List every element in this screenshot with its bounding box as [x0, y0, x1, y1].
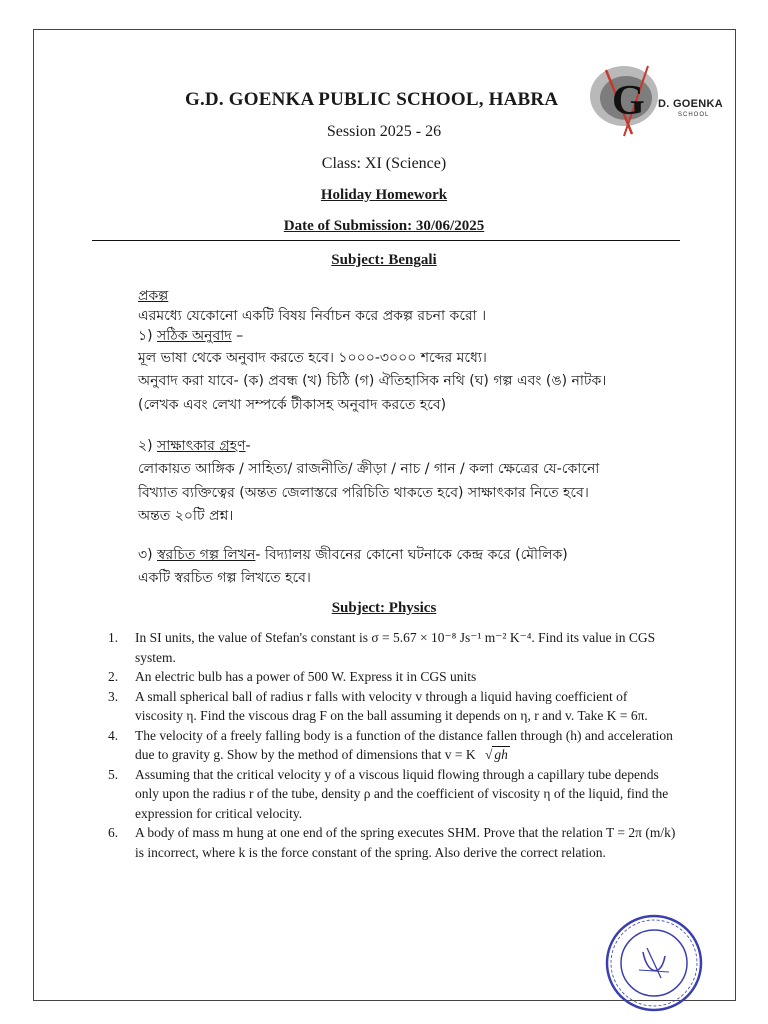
bengali-item3-title-line — [138, 545, 568, 566]
question-text: The velocity of a freely falling body is a function of the distance fallen through (h) and acceleration due to gravity g. Show by the method of dimensions that v = K — [135, 727, 673, 762]
bengali-intro: এরমধ্যে যেকোনো একটি বিষয় নির্বাচন করে প্রকল্প রচনা করো । — [138, 308, 487, 324]
list-item — [108, 823, 678, 862]
school-stamp — [603, 912, 705, 1014]
list-item — [108, 765, 678, 824]
question-text: An electric bulb has a power of 500 W. Express it in CGS units — [135, 669, 477, 684]
bengali-item1-suffix: – — [231, 328, 244, 344]
bengali-item2-line2: বিখ্যাত ব্যক্তিত্বের (অন্তত জেলাস্তরে পরিচিতি থাকতে হবে) সাক্ষাৎকার নিতে হবে। — [138, 485, 589, 501]
bengali-item3-num: ৩) — [138, 547, 153, 563]
list-item — [108, 667, 678, 687]
bengali-item1-num: ১) — [138, 328, 153, 344]
list-item — [108, 687, 678, 726]
bengali-item1-line2: অনুবাদ করা যাবে- (ক) প্রবন্ধ (খ) চিঠি (গ) ঐতিহাসিক নথি (ঘ) গল্প এবং (ঙ) নাটক। — [138, 373, 607, 389]
question-number: 5. — [108, 766, 119, 782]
bengali-item3-rest: - বিদ্যালয় জীবনের কোনো ঘটনাকে কেন্দ্র করে (মৌলিক) — [255, 547, 568, 563]
subject-bengali-heading: Subject: Bengali — [331, 252, 437, 268]
bengali-item2-num: ২) — [138, 438, 153, 454]
bengali-item1-title: সঠিক অনুবাদ — [157, 328, 232, 344]
question-text: In SI units, the value of Stefan's constant is σ = 5.67 × 10⁻⁸ Js⁻¹ m⁻² K⁻⁴. Find its value in CGS system. — [135, 630, 656, 665]
sqrt-radicand: gh — [494, 747, 508, 762]
subject-physics-heading: Subject: Physics — [331, 600, 437, 616]
bengali-item1-title-line — [138, 326, 243, 347]
bengali-item2-line1: লোকায়ত আঙ্গিক / সাহিত্য/ রাজনীতি/ ক্রীড়া / নাচ / গান / কলা ক্ষেত্রের যে-কোনো — [138, 461, 600, 477]
list-item — [108, 726, 678, 765]
list-item — [108, 628, 678, 667]
question-text: A small spherical ball of radius r falls with velocity v through a liquid having coefficient of viscosity η. Find the viscous drag F on the ball assuming it depends on η, r and v. Take K = 6π. — [135, 688, 648, 723]
question-text: Assuming that the critical velocity y of a viscous liquid flowing through a capillary tube depends only upon the radius r of the tube, density ρ and the coefficient of viscosity η of the liquid, find the expression for critical velocity. — [135, 766, 669, 821]
school-name: G.D. GOENKA PUBLIC SCHOOL, HABRA — [185, 89, 559, 110]
stamp-seal-icon — [603, 912, 705, 1014]
bengali-item2-title: সাক্ষাৎকার গ্রহণ — [157, 438, 246, 454]
question-number: 2. — [108, 669, 119, 684]
bengali-item3-line2: একটি স্বরচিত গল্প লিখতে হবে। — [138, 570, 311, 586]
bengali-project-heading: প্রকল্প — [138, 288, 169, 304]
session-line: Session 2025 - 26 — [326, 123, 442, 140]
logo-text: D. GOENKA — [658, 98, 724, 110]
question-number: 4. — [108, 727, 119, 743]
class-line: Class: XI (Science) — [321, 155, 447, 172]
question-number: 6. — [108, 825, 119, 840]
submission-date: Date of Submission: 30/06/2025 — [283, 218, 485, 234]
document-title: Holiday Homework — [320, 187, 448, 203]
question-number: 1. — [108, 630, 119, 645]
logo-subtext: SCHOOL — [678, 112, 710, 118]
bengali-item1-line3: (লেখক এবং লেখা সম্পর্কে টীকাসহ অনুবাদ করতে হবে) — [138, 397, 447, 413]
question-number: 3. — [108, 688, 119, 704]
bengali-item1-line1: মূল ভাষা থেকে অনুবাদ করতে হবে। ১০০০-৩০০০ শব্দের মধ্যে। — [138, 350, 487, 366]
header-divider — [92, 240, 680, 241]
bengali-item2-suffix: - — [245, 438, 251, 454]
question-text: A body of mass m hung at one end of the spring executes SHM. Prove that the relation T = 2π (m/k) is incorrect, where k is the force constant of the spring. Also derive the correct relation. — [135, 825, 676, 860]
bengali-item3-title: স্বরচিত গল্প লিখন — [157, 547, 256, 563]
sqrt-formula: √ gh — [484, 747, 508, 762]
bengali-item2-line3: অন্তত ২০টি প্রশ্ন। — [138, 508, 234, 524]
bengali-item2-title-line — [138, 436, 251, 457]
physics-question-list — [108, 626, 678, 862]
svg-text:G: G — [612, 78, 645, 124]
